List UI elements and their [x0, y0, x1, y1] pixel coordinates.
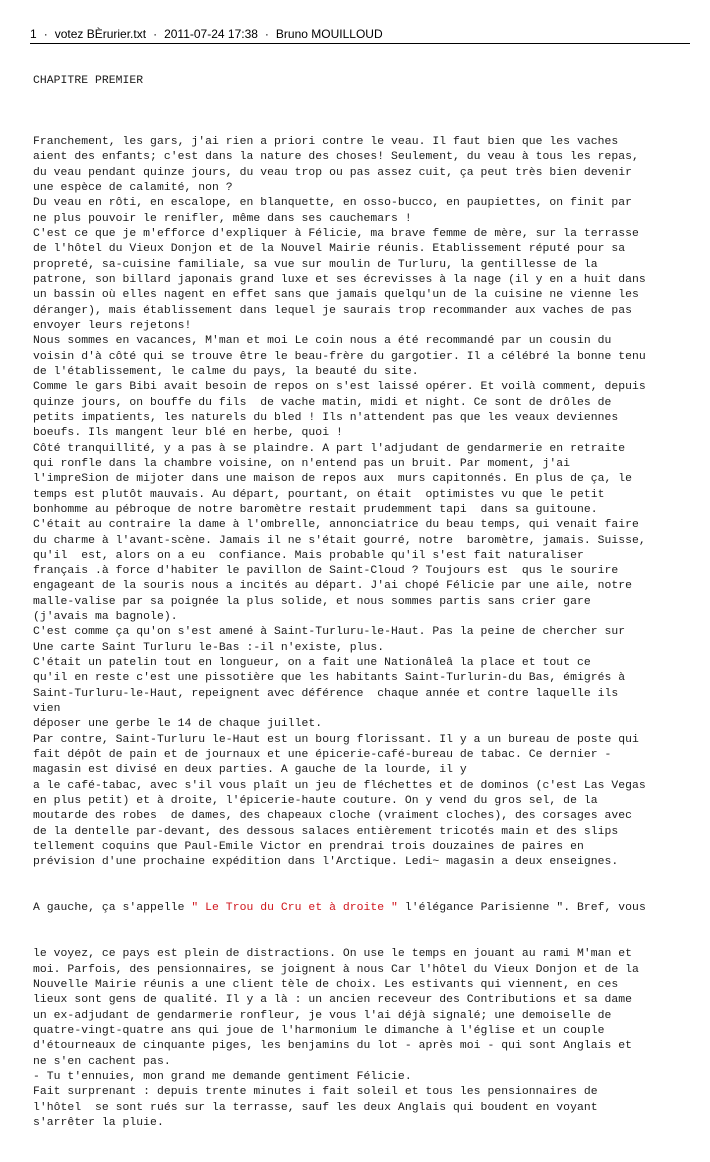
text-line [33, 120, 695, 135]
text-line: (j'avais ma bagnole). [33, 611, 178, 624]
text-line: Nouvelle Mairie réunis a une client tèle de choix. Les estivants qui viennent, en ces [33, 979, 619, 992]
text-line: voisin d'à côté qui se trouve être le beau-frère du gargotier. Il a célébré la bonne tenu [33, 350, 646, 363]
header-author: Bruno MOUILLOUD [275, 27, 383, 41]
header-separator: · [43, 27, 48, 41]
text-line: quinze jours, on bouffe du fils de vache matin, midi et night. Ce sont de drôles de [33, 396, 612, 409]
text-line: prévision d'une prochaine expédition dans l'Arctique. Ledi~ magasin a deux enseignes. [33, 856, 619, 869]
text-line: moi. Parfois, des pensionnaires, se joignent à nous Car l'hôtel du Vieux Donjon et de la [33, 963, 639, 976]
text-line: le voyez, ce pays est plein de distractions. On use le temps en jouant au rami M'man et [33, 948, 633, 961]
text-line: C'était au contraire la dame à l'ombrelle, annonciatrice du beau temps, qui venait faire [33, 519, 639, 532]
text-line: quatre-vingt-quatre ans qui joue de l'harmonium le dimanche à l'église et un couple [33, 1025, 605, 1037]
paragraph-block [33, 947, 695, 1131]
text-line: engageant de la souris nous a incités au départ. J'ai chopé Félicie par une aile, notre [33, 580, 633, 593]
text-line: Saint-Turluru-le-Haut, repeignent avec déférence chaque année et contre laquelle ils [33, 687, 619, 700]
text-line: un bassin où elles nagent en effet sans que jamais quelqu'un de la cuisine ne vienne les [33, 289, 639, 302]
text-line: qu'il en reste c'est une pissotière que les habitants Saint-Turlurin-du Bas, émigrés à [33, 672, 626, 685]
text-line: Fait surprenant : depuis trente minutes i fait soleil et tous les pensionnaires de [33, 1086, 598, 1099]
text-line: malle-valise par sa poignée la plus solide, et nous sommes partis sans crier gare [33, 595, 591, 608]
text-line: temps est plutôt mauvais. Au départ, pourtant, on était optimistes vu que le petit [33, 488, 605, 501]
header-datetime: 2011-07-24 17:38 [164, 27, 258, 41]
text-line: Franchement, les gars, j'ai rien a priori contre le veau. Il faut bien que les vaches [33, 135, 619, 148]
text-line: vien [33, 703, 61, 716]
chapter-title: CHAPITRE PREMIER [33, 74, 144, 87]
text-line: boeufs. Ils mangent leur blé en herbe, quoi ! [33, 427, 343, 440]
text-line: un ex-adjudant de gendarmerie ronfleur, je vous l'ai déjà signalé; une demoiselle de [33, 1009, 612, 1022]
text-line: du veau pendant quinze jours, du veau trop ou pas assez cuit, ça peut très bien devenir [33, 166, 633, 179]
text-line: Du veau en rôti, en escalope, en blanquette, en osso-bucco, en paupiettes, on finit par [33, 197, 633, 210]
header-separator: · [153, 27, 158, 41]
text-line: du charme à l'avant-scène. Jamais il ne s'était gourré, notre baromètre, jamais. Suisse, [33, 534, 646, 547]
text-line: déranger), mais établissement dans lequel je saurais trop recommander aux vaches de pas [33, 304, 633, 317]
text-line: ne s'en cachent pas. [33, 1055, 171, 1068]
file-name: votez BÈrurier.txt [54, 27, 147, 41]
text-line: Par contre, Saint-Turluru le-Haut est un bourg florissant. Il y a un bureau de poste qui [33, 733, 639, 746]
text-line: aient des enfants; c'est dans la nature des choses! Seulement, du veau à tous les repas, [33, 151, 639, 164]
header-separator: · [264, 27, 269, 41]
enseigne-line [33, 901, 695, 916]
text-line: qui ronfle dans la chambre voisine, on n'entend pas un bruit. Par moment, j'ai [33, 457, 571, 470]
text-line: magasin est divisé en deux parties. A gauche de la lourde, il y [33, 764, 467, 777]
page-number: 1 [30, 27, 37, 41]
text-line: Côté tranquillité, y a pas à se plaindre. A part l'adjudant de gendarmerie en retraite [33, 442, 626, 455]
page-header [30, 27, 690, 44]
text-line: s'arrêter la pluie. [33, 1116, 164, 1129]
enseigne-text-before: A gauche, ça s'appelle [33, 902, 192, 915]
text-line: l'impreSion de mijoter dans une maison de repos aux murs capitonnés. En plus de ça, le [33, 473, 633, 486]
text-line: en plus petit) et à droite, l'épicerie-haute couture. On y vend du gros sel, de la [33, 795, 598, 808]
text-line: Comme le gars Bibi avait besoin de repos on s'est laissé opérer. Et voilà comment, depuis [33, 381, 646, 394]
text-line: C'est ce que je m'efforce d'expliquer à Félicie, ma brave femme de mère, sur la terrasse [33, 227, 639, 240]
text-line: d'étourneaux de cinquante piges, les benjamins du lot - après moi - qui sont Anglais et [33, 1040, 633, 1053]
text-line: une espèce de calamité, non ? [33, 181, 233, 194]
text-line: de l'établissement, le calme du pays, la beauté du site. [33, 365, 419, 378]
text-line: - Tu t'ennuies, mon grand me demande gentiment Félicie. [33, 1070, 412, 1083]
text-line: Nous sommes en vacances, M'man et moi Le coin nous a été recommandé par un cousin du [33, 335, 612, 348]
text-line: qu'il est, alors on a eu confiance. Mais probable qu'il s'est fait naturaliser [33, 549, 584, 562]
text-line: petits impatients, les naturels du bled ! Ils n'attendent pas que les veaux deviennes [33, 411, 619, 424]
text-line: C'est comme ça qu'on s'est amené à Saint-Turluru-le-Haut. Pas la peine de chercher sur [33, 626, 626, 639]
text-line: de la dentelle par-devant, des dessous salaces entièrement tricotés main et des slips [33, 825, 619, 838]
document-body [33, 43, 695, 1162]
text-line: ne plus pouvoir le renifler, même dans ses cauchemars ! [33, 212, 412, 225]
text-line: l'hôtel se sont rués sur la terrasse, sauf les deux Anglais qui boudent en voyant [33, 1101, 598, 1114]
text-line: tellement coquins que Paul-Emile Victor en prendrai trois douzaines de paires en [33, 841, 584, 854]
text-line: français .à force d'habiter le pavillon de Saint-Cloud ? Toujours est qus le sourire [33, 565, 619, 578]
text-line: fait dépôt de pain et de journaux et une épicerie-café-bureau de tabac. Ce dernier - [33, 749, 612, 762]
text-line: Une carte Saint Turluru le-Bas :-il n'existe, plus. [33, 641, 385, 654]
text-line: envoyer leurs rejetons! [33, 319, 192, 332]
text-line: propreté, sa-cuisine familiale, sa vue sur moulin de Turluru, la gentillesse de la [33, 258, 598, 271]
enseigne-text-after: l'élégance Parisienne ". Bref, vous [397, 902, 646, 915]
enseigne-highlight: " Le Trou du Cru et à droite " [191, 902, 398, 915]
text-line: a le café-tabac, avec s'il vous plaît un jeu de fléchettes et de dominos (c'est Las Vegas [33, 779, 646, 792]
text-line: moutarde des robes de dames, des chapeaux cloche (vraiment cloches), des corsages avec [33, 810, 633, 823]
paragraph-block [33, 120, 695, 871]
text-line: C'était un patelin tout en longueur, on a fait une Nationâleâ la place et tout ce [33, 657, 591, 670]
text-line: bonhomme au pébroque de notre baromètre restait prudemment tapi dans sa guitoune. [33, 503, 598, 516]
text-line: déposer une gerbe le 14 de chaque juillet. [33, 718, 323, 731]
text-line: de l'hôtel du Vieux Donjon et de la Nouvel Mairie réunis. Etablissement réputé pour sa [33, 243, 626, 256]
text-line: patrone, son billard japonais grand luxe et ses écrevisses à la nage (il y en a huit dans [33, 273, 646, 286]
text-line: lieux sont gens de qualité. Il y a là : un ancien receveur des Contributions et sa dame [33, 994, 633, 1007]
